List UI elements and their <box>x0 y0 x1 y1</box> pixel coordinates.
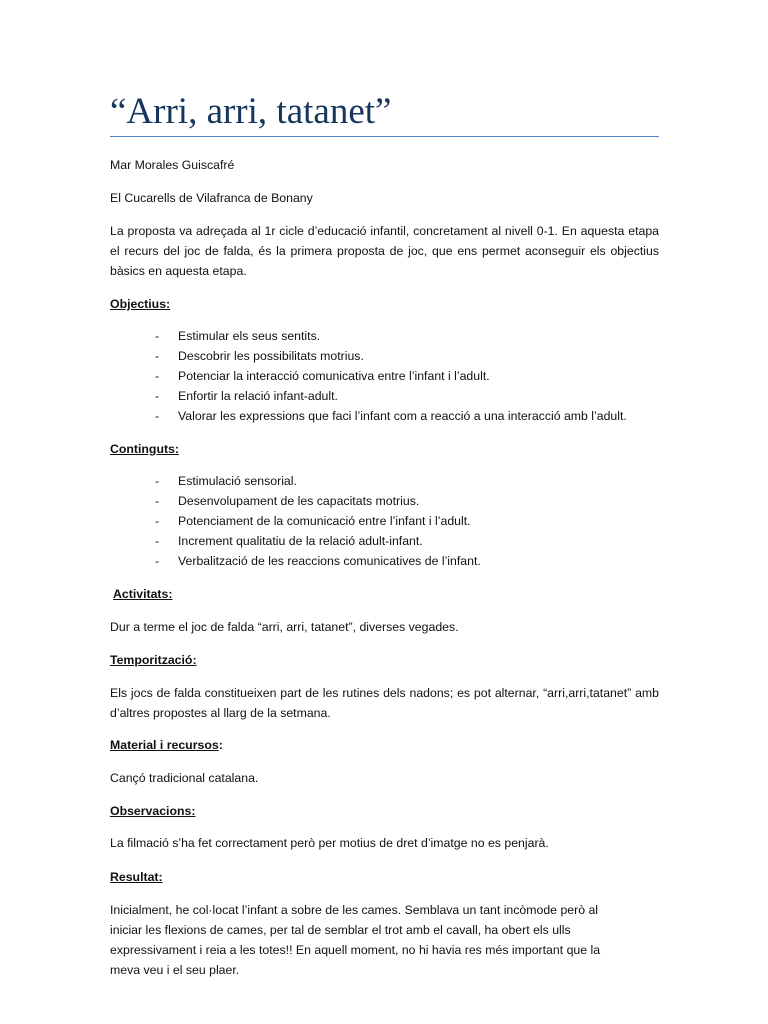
material-text: Cançó tradicional catalana. <box>110 771 259 785</box>
list-dash: - <box>155 494 160 508</box>
continguts-heading-text: Continguts: <box>110 442 179 456</box>
list-item-text: Estimulació sensorial. <box>178 474 297 488</box>
intro-paragraph: La proposta va adreçada al 1r cicle d’educació infantil, concretament al nivell 0-1. En aquesta etapa el recurs del joc de falda, és la primera proposta de joc, que ens permet aconseguir els objectius bàsics en aquesta etapa. <box>110 224 659 278</box>
temporitzacio-heading-text: Temporització: <box>110 653 197 667</box>
list-item-text: Increment qualitatiu de la relació adult-infant. <box>178 534 423 548</box>
list-dash: - <box>155 389 160 403</box>
activitats-heading <box>113 584 172 604</box>
list-item-text: Potenciament de la comunicació entre l’infant i l’adult. <box>178 514 471 528</box>
activitats-heading-text: Activitats: <box>113 587 173 601</box>
temporitzacio-heading <box>110 650 197 670</box>
resultat-line: expressivament i reia a les totes!! En aquell moment, no hi havia res més important que la <box>110 943 601 957</box>
title-underline-rule <box>110 136 659 137</box>
list-item <box>110 326 659 346</box>
activitats-text: Dur a terme el joc de falda “arri, arri, tatanet”, diverses vegades. <box>110 620 459 634</box>
list-item <box>110 406 659 426</box>
list-item-text: Descobrir les possibilitats motrius. <box>178 349 364 363</box>
list-dash: - <box>155 329 160 343</box>
observacions-heading-text: Observacions: <box>110 804 196 818</box>
list-item-text: Potenciar la interacció comunicativa entre l’infant i l’adult. <box>178 369 490 383</box>
list-item <box>110 386 659 406</box>
observacions-text: La filmació s’ha fet correctament però per motius de dret d’imatge no es penjarà. <box>110 836 549 850</box>
list-dash: - <box>155 409 160 423</box>
resultat-line: iniciar les flexions de cames, per tal de semblar el trot amb el cavall, ha obert els ulls <box>110 923 571 937</box>
list-item <box>110 551 659 571</box>
temporitzacio-text: Els jocs de falda constitueixen part de les rutines dels nadons; es pot alternar, “arri,arri,tatanet” amb d’altres propostes al llarg de la setmana. <box>110 686 659 720</box>
list-dash: - <box>155 554 160 568</box>
list-item <box>110 491 659 511</box>
objectius-heading-text: Objectius: <box>110 297 171 311</box>
list-item <box>110 471 659 491</box>
list-item <box>110 531 659 551</box>
list-item-text: Valorar les expressions que faci l’infant com a reacció a una interacció amb l’adult. <box>178 409 627 423</box>
list-item <box>110 346 659 366</box>
list-item <box>110 366 659 386</box>
continguts-heading <box>110 439 179 459</box>
document-title: “Arri, arri, tatanet” <box>110 91 392 132</box>
material-heading-text: Material i recursos <box>110 738 219 752</box>
school-name: El Cucarells de Vilafranca de Bonany <box>110 191 313 205</box>
objectius-heading <box>110 294 170 314</box>
list-dash: - <box>155 474 160 488</box>
list-item-text: Estimular els seus sentits. <box>178 329 321 343</box>
list-dash: - <box>155 369 160 383</box>
list-item <box>110 511 659 531</box>
resultat-heading-text: Resultat: <box>110 870 163 884</box>
resultat-line: meva veu i el seu plaer. <box>110 963 240 977</box>
list-dash: - <box>155 514 160 528</box>
objectius-list <box>110 326 659 426</box>
material-heading <box>110 735 223 755</box>
list-item-text: Enfortir la relació infant-adult. <box>178 389 338 403</box>
resultat-heading <box>110 867 163 887</box>
list-item-text: Verbalització de les reaccions comunicatives de l’infant. <box>178 554 481 568</box>
observacions-heading <box>110 801 195 821</box>
resultat-line: Inicialment, he col·locat l’infant a sobre de les cames. Semblava un tant incòmode però al <box>110 903 599 917</box>
list-item-text: Desenvolupament de les capacitats motrius. <box>178 494 420 508</box>
list-dash: - <box>155 534 160 548</box>
material-heading-colon: : <box>218 738 223 752</box>
continguts-list <box>110 471 659 571</box>
author-name: Mar Morales Guiscafré <box>110 158 235 172</box>
list-dash: - <box>155 349 160 363</box>
